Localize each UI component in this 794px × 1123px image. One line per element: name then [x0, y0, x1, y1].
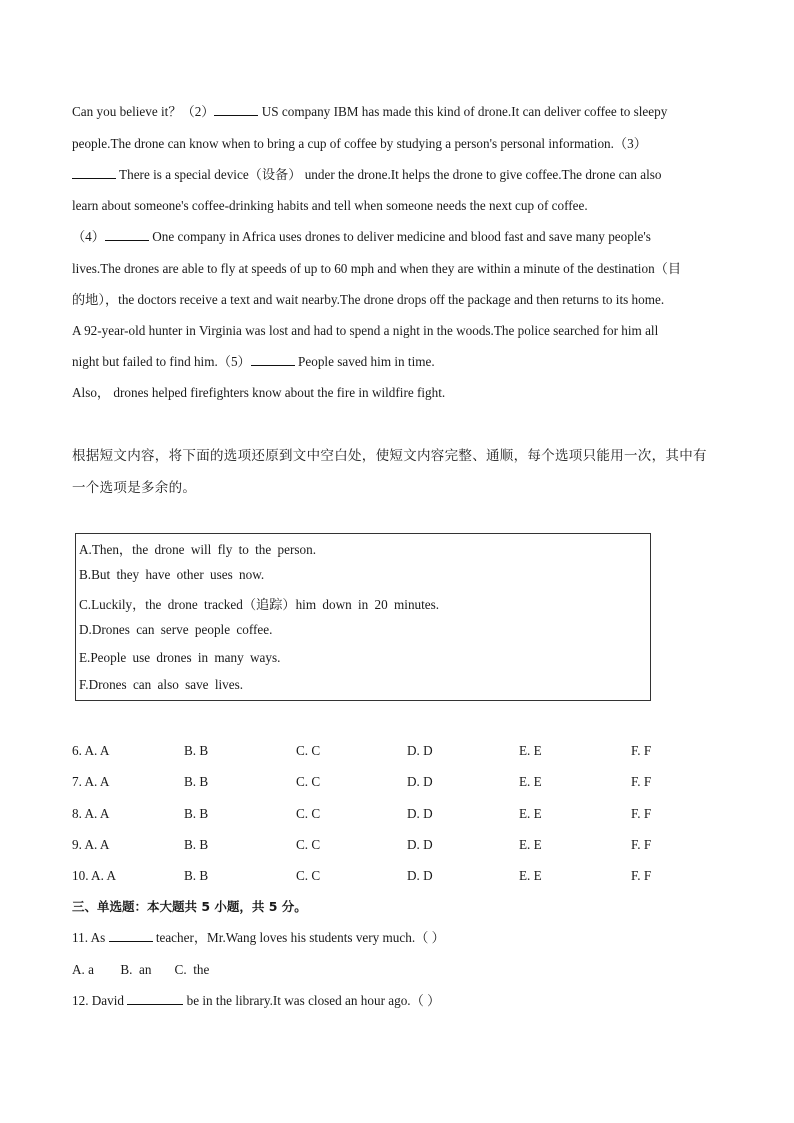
choice-e[interactable]: E. E: [519, 743, 542, 758]
answer-row-9: [72, 837, 712, 853]
choice-e[interactable]: E. E: [519, 837, 542, 852]
option-e: E.People use drones in many ways.: [79, 650, 281, 665]
option-a: A.Then，the drone will fly to the person.: [79, 542, 317, 557]
blank-5: [251, 354, 295, 366]
passage-text: US company IBM has made this kind of drone.It can deliver coffee to sleepy: [258, 104, 668, 119]
passage-line-1: [72, 104, 667, 120]
question-text: 11. As: [72, 930, 109, 945]
option-f: F.Drones can also save lives.: [79, 677, 244, 692]
passage-line-6: lives.The drones are able to fly at speeds of up to 60 mph and when they are within a minute of the destination（目: [72, 261, 682, 276]
choice-b[interactable]: B. B: [184, 806, 209, 821]
passage-line-4: learn about someone's coffee-drinking habits and tell when someone needs the next cup of coffee.: [72, 198, 588, 213]
answer-row-8: [72, 806, 712, 822]
choice-c[interactable]: C. C: [296, 774, 321, 789]
question-text: teacher，Mr.Wang loves his students very much.（ ）: [152, 930, 445, 945]
blank-4: [105, 229, 149, 241]
choice-b[interactable]: B. B: [184, 837, 209, 852]
answer-row-6: [72, 743, 712, 759]
choice-c[interactable]: C. C: [296, 743, 321, 758]
passage-line-10: Also， drones helped firefighters know about the fire in wildfire fight.: [72, 385, 446, 400]
choice-f[interactable]: F. F: [631, 743, 652, 758]
choice-c[interactable]: C. C: [296, 868, 321, 883]
choice-c[interactable]: C. C: [296, 837, 321, 852]
choice-b[interactable]: B. B: [184, 774, 209, 789]
question-number: 8. A. A: [72, 806, 110, 821]
choice-d[interactable]: D. D: [407, 774, 433, 789]
blank-11: [109, 930, 153, 942]
instruction-line-2: 一个选项是多余的。: [72, 480, 197, 496]
blank-12: [127, 993, 183, 1005]
choice-d[interactable]: D. D: [407, 743, 433, 758]
options-box: [75, 533, 651, 701]
option-b: B.But they have other uses now.: [79, 567, 265, 582]
choice-f[interactable]: F. F: [631, 806, 652, 821]
choice-d[interactable]: D. D: [407, 806, 433, 821]
blank-2: [214, 104, 258, 116]
option-d: D.Drones can serve people coffee.: [79, 622, 273, 637]
choice-e[interactable]: E. E: [519, 868, 542, 883]
option-c: C.Luckily，the drone tracked（追踪）him down in 20 minutes.: [79, 597, 440, 612]
answer-row-7: [72, 774, 712, 790]
passage-text: Can you believe it？（2）: [72, 104, 215, 119]
question-number: 6. A. A: [72, 743, 110, 758]
blank-3: [72, 167, 116, 179]
question-text: be in the library.It was closed an hour ago.（ ）: [183, 993, 441, 1008]
choice-c[interactable]: C. C: [296, 806, 321, 821]
section-heading: 三、单选题：本大题共 5 小题，共 5 分。: [72, 899, 307, 914]
passage-line-8: A 92-year-old hunter in Virginia was lost and had to spend a night in the woods.The police searched for him all: [72, 323, 659, 338]
passage-line-5: [72, 229, 651, 245]
choice-f[interactable]: F. F: [631, 774, 652, 789]
passage-line-9: [72, 354, 435, 370]
passage-text: （4）: [72, 229, 105, 244]
question-number: 9. A. A: [72, 837, 110, 852]
passage-text: There is a special device（设备） under the drone.It helps the drone to give coffee.The drone can also: [116, 167, 662, 182]
choice-d[interactable]: D. D: [407, 868, 433, 883]
choice-f[interactable]: F. F: [631, 868, 652, 883]
question-11-options: A. a B. an C. the: [72, 962, 210, 977]
question-12: [72, 993, 440, 1009]
answer-row-10: [72, 868, 712, 884]
passage-text: People saved him in time.: [294, 354, 435, 369]
passage-line-2: people.The drone can know when to bring a cup of coffee by studying a person's personal information.（3）: [72, 136, 647, 151]
question-number: 7. A. A: [72, 774, 110, 789]
passage-line-7: 的地），the doctors receive a text and wait nearby.The drone drops off the package and then returns to its home.: [72, 292, 665, 307]
question-text: 12. David: [72, 993, 128, 1008]
choice-b[interactable]: B. B: [184, 743, 209, 758]
question-number: 10. A. A: [72, 868, 116, 883]
instruction-line-1: 根据短文内容，将下面的选项还原到文中空白处，使短文内容完整、通顺，每个选项只能用一次，其中有: [72, 448, 707, 464]
choice-b[interactable]: B. B: [184, 868, 209, 883]
choice-e[interactable]: E. E: [519, 806, 542, 821]
passage-text: One company in Africa uses drones to deliver medicine and blood fast and save many people's: [148, 229, 651, 244]
choice-d[interactable]: D. D: [407, 837, 433, 852]
choice-f[interactable]: F. F: [631, 837, 652, 852]
question-11: [72, 930, 445, 946]
passage-text: night but failed to find him.（5）: [72, 354, 251, 369]
choice-e[interactable]: E. E: [519, 774, 542, 789]
passage-line-3: [72, 167, 662, 183]
